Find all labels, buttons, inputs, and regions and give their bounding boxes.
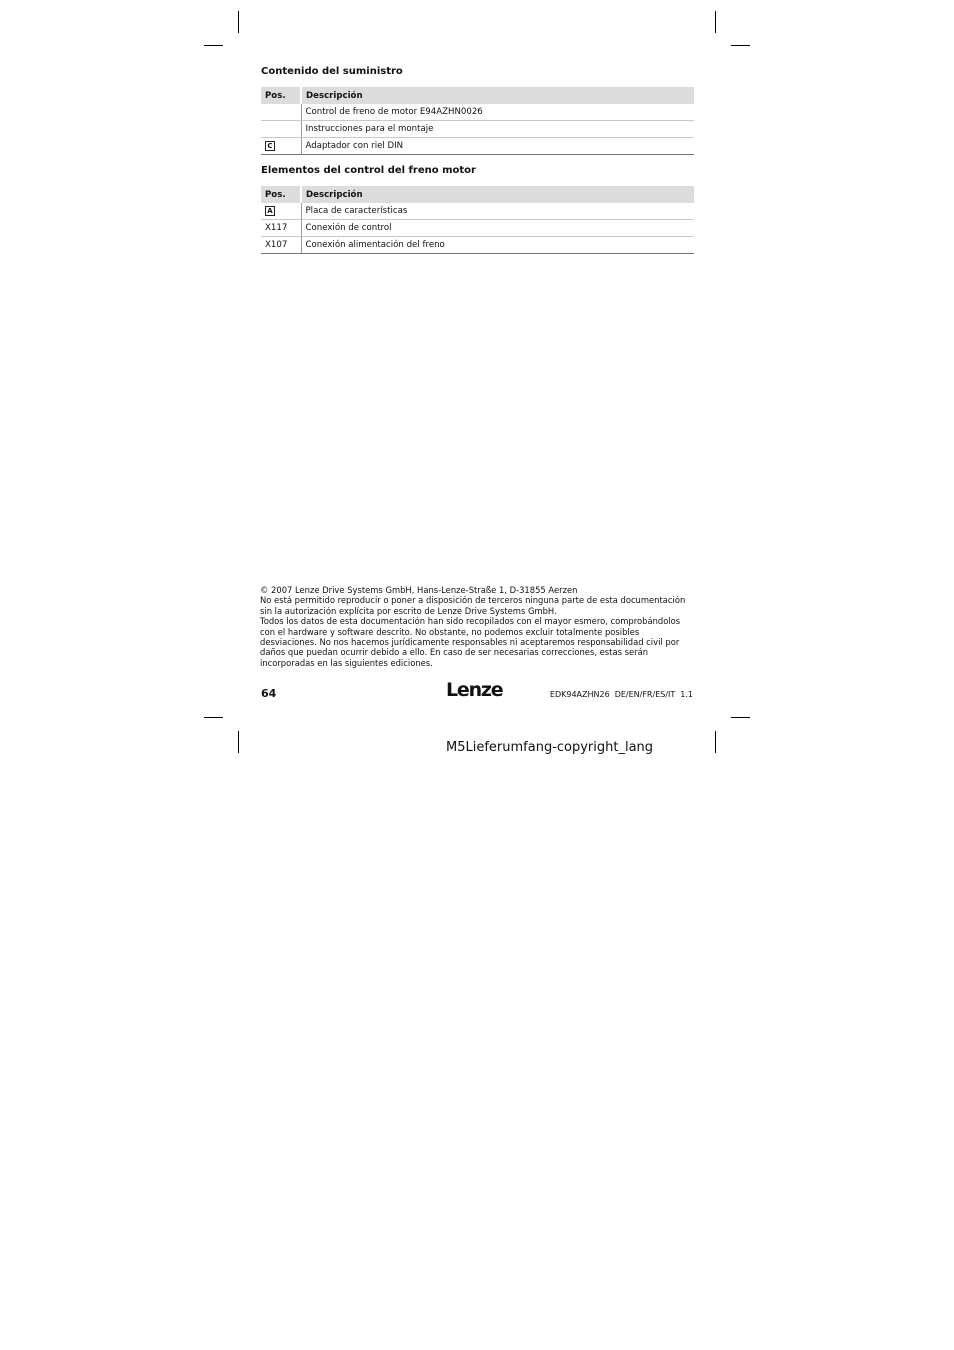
lenze-logo: Lenze <box>446 679 503 701</box>
column-header-description: Descripción <box>301 186 694 203</box>
document-version: 1.1 <box>680 690 693 699</box>
position-label-a: A <box>265 206 275 216</box>
description-cell: Placa de características <box>301 203 694 220</box>
document-reference <box>550 690 693 699</box>
position-label-c: C <box>265 141 275 151</box>
elements-title: Elementos del control del freno motor <box>261 165 476 176</box>
pos-cell: X107 <box>261 237 301 254</box>
crop-mark <box>715 11 716 33</box>
description-cell: Instrucciones para el montaje <box>301 121 694 138</box>
description-cell: Conexión de control <box>301 220 694 237</box>
page-number: 64 <box>261 687 277 700</box>
table-header-row <box>261 186 694 203</box>
crop-mark <box>238 11 239 33</box>
column-header-pos: Pos. <box>261 186 301 203</box>
table-row <box>261 203 694 220</box>
column-header-pos: Pos. <box>261 87 301 104</box>
pos-cell <box>261 104 301 121</box>
table-header-row <box>261 87 694 104</box>
template-name: M5Lieferumfang-copyright_lang <box>446 740 654 755</box>
document-languages: DE/EN/FR/ES/IT <box>614 690 676 699</box>
table-row <box>261 220 694 237</box>
crop-mark <box>731 45 750 46</box>
crop-mark <box>715 731 716 753</box>
pos-cell: X117 <box>261 220 301 237</box>
crop-mark <box>204 717 223 718</box>
pos-cell <box>261 203 301 220</box>
document-id: EDK94AZHN26 <box>549 690 610 699</box>
table-row <box>261 121 694 138</box>
pos-cell <box>261 121 301 138</box>
crop-mark <box>238 731 239 753</box>
copyright-line: © 2007 Lenze Drive Systems GmbH, Hans-Lenze-Straße 1, D-31855 Aerzen <box>260 585 578 595</box>
copyright-notice <box>260 585 696 668</box>
table-row <box>261 138 694 155</box>
column-header-description: Descripción <box>301 87 694 104</box>
description-cell: Control de freno de motor E94AZHN0026 <box>301 104 694 121</box>
delivery-table <box>261 87 694 155</box>
liability-disclaimer: Todos los datos de esta documentación han sido recopilados con el mayor esmero, comprobándolos con el hardware y software descrito. No obstante, no podemos excluir totalmente posibles desviaciones. No nos hacemos jurídicamente responsables ni aceptaremos responsabilidad civil por daños que puedan ocurrir debido a ello. En caso de ser necesarias correcciones, estas serán incorporadas en las siguientes ediciones. <box>260 616 681 668</box>
crop-mark <box>204 45 223 46</box>
crop-mark <box>731 717 750 718</box>
pos-cell <box>261 138 301 155</box>
table-row <box>261 237 694 254</box>
delivery-title: Contenido del suministro <box>261 66 403 77</box>
table-row <box>261 104 694 121</box>
reproduction-notice: No está permitido reproducir o poner a disposición de terceros ninguna parte de esta documentación sin la autorización explícita por escrito de Lenze Drive Systems GmbH. <box>260 595 686 616</box>
description-cell: Adaptador con riel DIN <box>301 138 694 155</box>
description-cell: Conexión alimentación del freno <box>301 237 694 254</box>
elements-table <box>261 186 694 254</box>
